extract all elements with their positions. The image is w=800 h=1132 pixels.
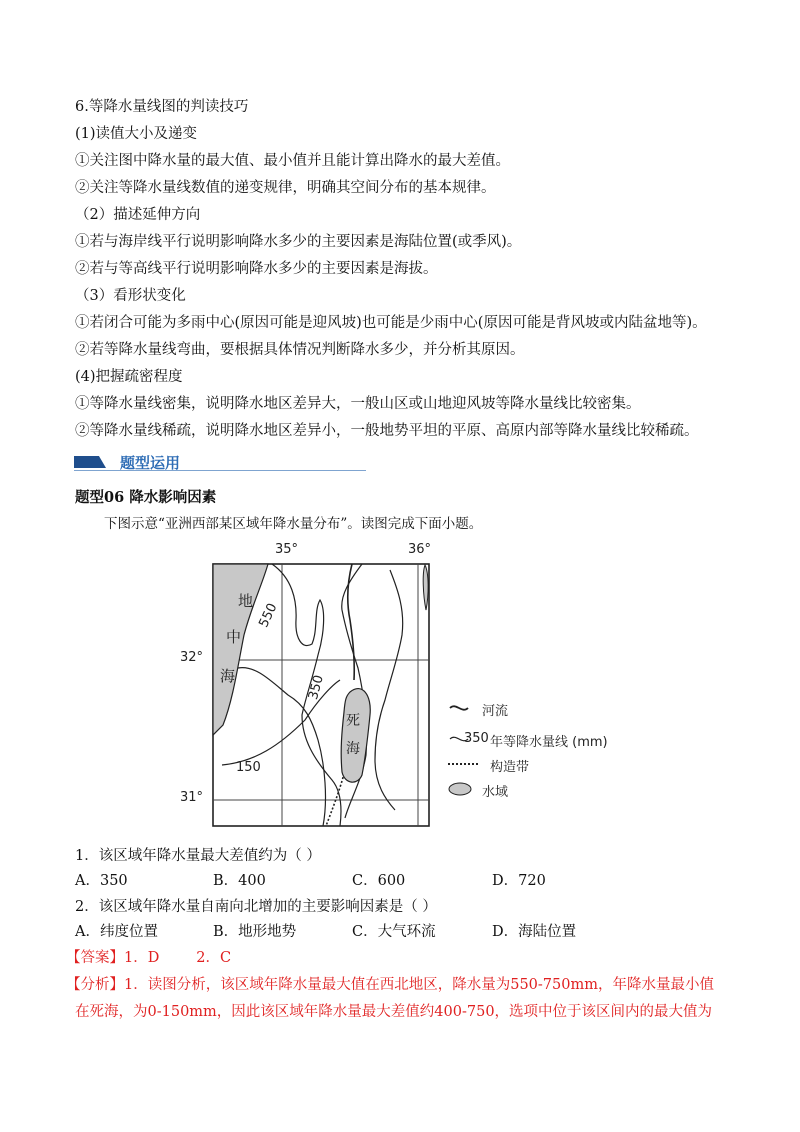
tips-s3-p2: ②若等降水量线弯曲，要根据具体情况判断降水多少，并分析其原因。 <box>75 342 525 358</box>
legend-isohyet-label: 年等降水量线 (mm) <box>490 735 608 750</box>
tips-s2-title: （2）描述延伸方向 <box>75 207 201 223</box>
answer-text: 1．D 2．C <box>124 950 232 966</box>
tips-s4-p1: ①等降水量线密集，说明降水地区差异大，一般山区或山地迎风坡等降水量线比较密集。 <box>75 396 641 412</box>
tips-s2-p1: ①若与海岸线平行说明影响降水多少的主要因素是海陆位置(或季风)。 <box>75 234 522 250</box>
contour-label-550: 550 <box>256 601 281 630</box>
tips-s3-title: （3）看形状变化 <box>75 288 186 304</box>
lon-label-left: 35° <box>275 542 299 557</box>
legend-water-icon <box>449 783 471 795</box>
q2-option-a: A．纬度位置 <box>75 924 158 940</box>
section-title: 题型运用 <box>120 454 181 472</box>
legend-fault-label: 构造带 <box>490 760 530 775</box>
q2-stem: 2．该区域年降水量自南向北增加的主要影响因素是（ ） <box>75 899 437 915</box>
question-type-heading: 题型06 降水影响因素 <box>75 489 217 506</box>
analysis-label: 【分析】 <box>66 977 124 993</box>
analysis-line-1 <box>66 975 714 995</box>
analysis-text-1: 1．读图分析，该区域年降水量最大值在西北地区，降水量为550-750mm，年降水量最小值 <box>124 977 714 993</box>
tips-s4-title: (4)把握疏密程度 <box>75 369 183 385</box>
isohyet-east <box>375 570 403 810</box>
section-header <box>74 453 366 471</box>
q2-option-b: B．地形地势 <box>213 924 297 940</box>
tips-s2-p2: ②若与等高线平行说明影响降水多少的主要因素是海拔。 <box>75 261 438 277</box>
lat-label-top: 32° <box>180 650 204 665</box>
precipitation-map <box>180 540 650 840</box>
tips-s1-p1: ①关注图中降水量的最大值、最小值并且能计算出降水的最大差值。 <box>75 153 510 169</box>
legend-river-label: 河流 <box>482 704 509 719</box>
dead-sea-label-char: 海 <box>346 741 360 757</box>
map-graphic <box>200 540 650 840</box>
tips-s3-p1: ①若闭合可能为多雨中心(原因可能是迎风坡)也可能是少雨中心(原因可能是背风坡或内陆盆地等)。 <box>75 315 707 331</box>
answer-label: 【答案】 <box>66 950 124 966</box>
q1-option-a: A．350 <box>75 873 128 889</box>
jordan-river <box>348 564 354 680</box>
section-marker-icon <box>74 456 106 468</box>
dead-sea-label-char: 死 <box>346 713 360 729</box>
sea-label-char: 中 <box>226 628 242 646</box>
contour-label-350: 350 <box>305 673 327 702</box>
tips-title: 6.等降水量线图的判读技巧 <box>75 99 249 115</box>
legend-river-icon <box>450 706 468 709</box>
intro-text: 下图示意“亚洲西部某区域年降水量分布”。读图完成下面小题。 <box>104 516 483 532</box>
legend-water-label: 水域 <box>482 785 509 800</box>
lon-label-right: 36° <box>408 542 432 557</box>
tips-s1-title: (1)读值大小及递变 <box>75 126 198 142</box>
contour-label-150: 150 <box>236 760 261 775</box>
sea-label-char: 地 <box>238 592 254 610</box>
lat-label-bottom: 31° <box>180 790 204 805</box>
q1-option-d: D．720 <box>492 873 546 889</box>
sea-label-char: 海 <box>220 667 236 685</box>
q2-option-c: C．大气环流 <box>352 924 436 940</box>
q1-stem: 1．该区域年降水量最大差值约为（ ） <box>75 848 321 864</box>
tips-s1-p2: ②关注等降水量线数值的递变规律，明确其空间分布的基本规律。 <box>75 180 496 196</box>
tips-s4-p2: ②等降水量线稀疏，说明降水地区差异小，一般地势平坦的平原、高原内部等降水量线比较稀疏。 <box>75 423 699 439</box>
section-rule <box>74 470 366 471</box>
q1-option-c: C．600 <box>352 873 406 889</box>
q2-option-d: D．海陆位置 <box>492 924 577 940</box>
q1-option-b: B．400 <box>213 873 266 889</box>
east-water-body <box>423 565 428 610</box>
answer-line <box>66 948 231 968</box>
dead-sea <box>341 689 370 783</box>
analysis-line-2: 在死海，为0-150mm，因此该区域年降水量最大差值约400-750，选项中位于该区间内的最大值为 <box>75 1004 713 1020</box>
legend-isohyet-value: 350 <box>464 731 489 746</box>
